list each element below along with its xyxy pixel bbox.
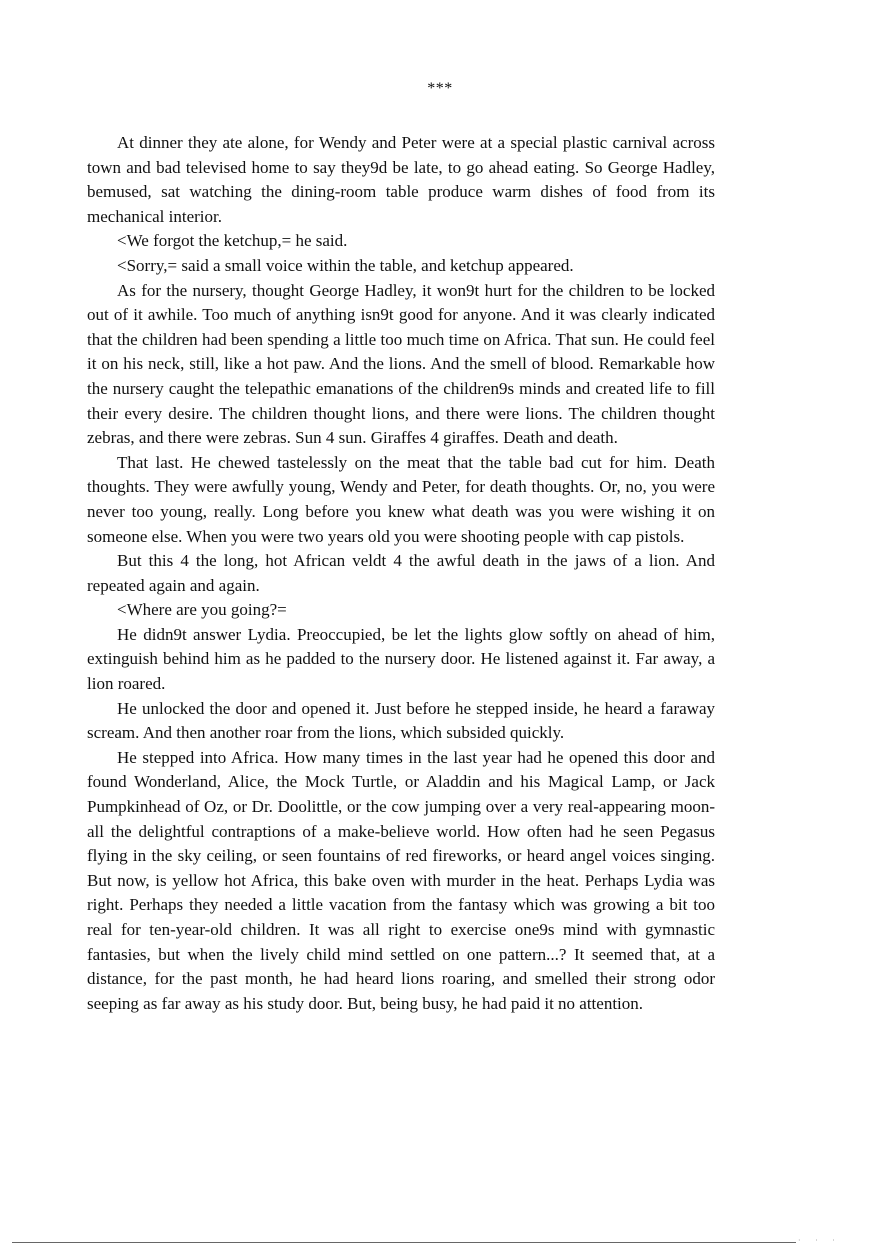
section-separator: ***	[427, 80, 453, 97]
paragraph: <Where are you going?=	[117, 600, 287, 620]
paragraph: At dinner they ate alone, for Wendy and Peter were at a special plastic carnival across town and bad televised home to say they9d be late, to go ahead eating. So George Hadley, bemused, sat watching the dining-room table produce warm dishes of food from its mechanical interior.	[87, 133, 715, 226]
paragraph: He unlocked the door and opened it. Just before he stepped inside, he heard a faraway scream. And then another roar from the lions, which subsided quickly.	[87, 698, 715, 743]
story-text	[87, 131, 715, 1016]
paragraph: As for the nursery, thought George Hadley, it won9t hurt for the children to be locked out of it awhile. Too much of anything isn9t good for anyone. And it was clearly indicated that the children had been spending a little too much time on Africa. That sun. He could feel it on his neck, still, like a hot paw. And the lions. And the smell of blood. Remarkable how the nursery caught the telepathic emanations of the children9s minds and created life to fill their every desire. The children thought lions, and there were lions. The children thought zebras, and there were zebras. Sun 4 sun. Giraffes 4 giraffes. Death and death.	[87, 280, 715, 448]
paragraph: <Sorry,= said a small voice within the table, and ketchup appeared.	[117, 255, 574, 275]
paragraph: That last. He chewed tastelessly on the meat that the table bad cut for him. Death thoughts. They were awfully young, Wendy and Peter, for death thoughts. Or, no, you were never too young, really. Long before you knew what death was you were wishing it on someone else. When you were two years old you were shooting people with cap pistols.	[87, 452, 715, 546]
footer-marks: · · ·	[798, 1236, 841, 1245]
paragraph: <We forgot the ketchup,= he said.	[117, 231, 348, 251]
paragraph: He stepped into Africa. How many times in the last year had he opened this door and found Wonderland, Alice, the Mock Turtle, or Aladdin and his Magical Lamp, or Jack Pumpkinhead of Oz, or Dr. Doolittle, or the cow jumping over a very real-appearing moon-all the delightful contraptions of a make-believe world. How often had he seen Pegasus flying in the sky ceiling, or seen fountains of red fireworks, or heard angel voices singing. But now, is yellow hot Africa, this bake oven with murder in the heat. Perhaps Lydia was right. Perhaps they needed a little vacation from the fantasy which was growing a bit too real for ten-year-old children. It was all right to exercise one9s mind with gymnastic fantasies, but when the lively child mind settled on one pattern...? It seemed that, at a distance, for the past month, he had heard lions roaring, and smelled their strong odor seeping as far away as his study door. But, being busy, he had paid it no attention.	[87, 747, 715, 1013]
footer-rule	[12, 1242, 796, 1243]
paragraph: He didn9t answer Lydia. Preoccupied, be let the lights glow softly on ahead of him, extinguish behind him as he padded to the nursery door. He listened against it. Far away, a lion roared.	[87, 624, 715, 694]
paragraph: But this 4 the long, hot African veldt 4 the awful death in the jaws of a lion. And repeated again and again.	[87, 551, 715, 595]
